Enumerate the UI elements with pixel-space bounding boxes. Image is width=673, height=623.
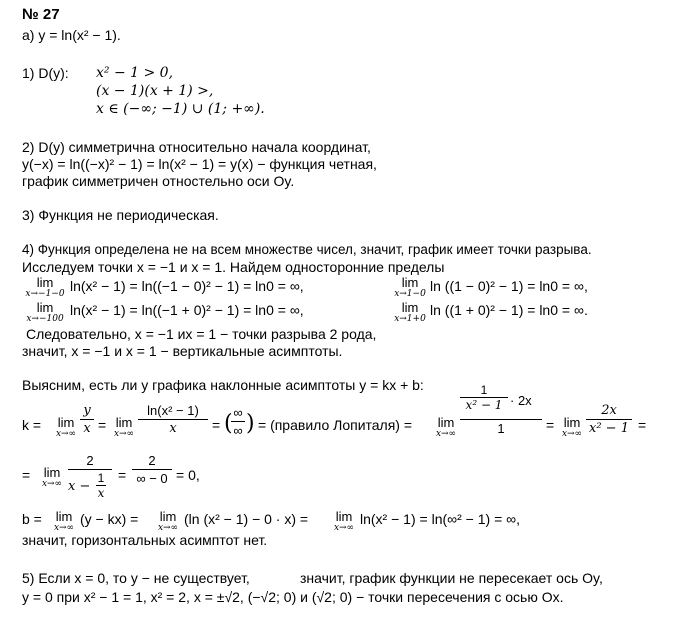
k-label: k =: [22, 417, 42, 433]
discontinuity-conclusion-2: значит, x = −1 и x = 1 − вертикальные асимптоты.: [22, 343, 343, 359]
b-limit-3-word: lim: [335, 509, 353, 524]
part-a-function: а) y = ln(x² − 1).: [22, 27, 121, 43]
limit-2-expression: ln ((1 − 0)² − 1) = ln0 = ∞,: [430, 278, 588, 294]
k-fraction-inf-over-inf: [231, 405, 245, 438]
asymptote-intro: Выясним, есть ли у графика наклонные асимптоты y = kx + b:: [22, 377, 424, 393]
k-f6-num: 2: [148, 453, 156, 468]
domain-line-3: x ∈ (−∞; −1) ∪ (1; +∞).: [96, 101, 265, 117]
limit-1-expression: ln(x² − 1) = ln((−1 − 0)² − 1) = ln0 = ∞,: [70, 278, 304, 294]
symmetry-line-1: 2) D(y) симметрична относительно начала координат,: [22, 139, 371, 155]
k-f5-den-frac-num: 1: [97, 471, 105, 485]
k-limit-2-sub: x→∞: [113, 429, 135, 439]
k-limit-5: [38, 466, 66, 489]
limit-2-subscript: x→1−0: [394, 289, 426, 299]
k-limit-5-sub: x→∞: [41, 479, 63, 489]
limit-3-subscript: x→−100: [26, 314, 64, 324]
k-f5-num: 2: [86, 453, 94, 468]
b-expression-2: (ln (x² − 1) − 0 · x) =: [184, 511, 309, 527]
k-eq-1: =: [98, 417, 107, 433]
k-f1-num: y: [83, 403, 91, 418]
discontinuity-line-1: 4) Функция определена не на всем множестве чисел, значит, график имеет точки разрыва.: [22, 242, 592, 257]
limit-1-word: lim: [36, 275, 54, 290]
k-limit-1-sub: x→∞: [55, 429, 77, 439]
k-limit-4: [558, 416, 586, 439]
limit-4-word: lim: [401, 300, 419, 315]
periodicity-statement: 3) Функция не периодическая.: [22, 207, 219, 223]
paren-close: ): [246, 411, 255, 436]
intersection-line-1a: 5) Если x = 0, то y − не существует,: [22, 570, 250, 586]
k-f3-inner-den: x² − 1: [465, 398, 503, 412]
k-fraction-2-over-inf: [132, 453, 172, 486]
b-limit-3: [330, 510, 358, 533]
k-limit-4-word: lim: [563, 415, 581, 430]
domain-label: 1) D(y):: [22, 65, 69, 81]
k-limit-1: [52, 416, 80, 439]
k-limit-2: [110, 416, 138, 439]
k-f3-times: · 2x: [510, 393, 532, 408]
k-limit-2-word: lim: [115, 415, 133, 430]
b-limit-2-word: lim: [159, 509, 177, 524]
k-eq-3: =: [546, 417, 555, 433]
k-f3-den: 1: [497, 421, 505, 436]
limit-3-operator: [22, 301, 68, 324]
asymptote-conclusion: значит, горизонтальных асимптот нет.: [22, 532, 268, 548]
k-limit-3-sub: x→∞: [435, 429, 457, 439]
lhopital-rule: = (правило Лопиталя) =: [258, 417, 413, 433]
b-expression-3: ln(x² − 1) = ln(∞² − 1) = ∞,: [360, 511, 521, 527]
intersection-line-2: y = 0 при x² − 1 = 1, x² = 2, x = ±√2, (−√2; 0) и (√2; 0) − точки пересечения с осью Ox.: [22, 589, 564, 605]
k-f5-den-frac-den: x: [97, 486, 105, 500]
k-eq-end: =: [638, 417, 647, 433]
b-limit-1-word: lim: [55, 509, 73, 524]
limit-3-expression: ln(x² − 1) = ln((−1 + 0)² − 1) = ln0 = ∞,: [70, 302, 304, 318]
b-limit-2-sub: x→∞: [157, 523, 179, 533]
limit-4-subscript: x→1+0: [394, 314, 426, 324]
limit-4-operator: [390, 301, 430, 324]
b-label: b =: [22, 511, 42, 527]
k-fraction-y-over-x: [80, 403, 94, 436]
k-limit-1-word: lim: [57, 415, 75, 430]
k-f5-denominator: [68, 471, 112, 503]
limit-1-operator: [22, 276, 68, 299]
domain-line-2: (x − 1)(x + 1) >,: [96, 83, 214, 99]
discontinuity-conclusion-1: Следовательно, x = −1 иx = 1 − точки разрыва 2 рода,: [26, 326, 377, 342]
k-fraction-derivative: [460, 384, 542, 436]
k-f3-numerator: [460, 384, 542, 418]
inf-num: ∞: [233, 405, 243, 420]
k-f2-num: ln(x² − 1): [147, 403, 199, 418]
k-f4-num: 2x: [601, 403, 617, 418]
k-f2-den: x: [169, 421, 177, 436]
k-limit-4-sub: x→∞: [561, 429, 583, 439]
k-eq-2: =: [212, 417, 221, 433]
limit-2-operator: [390, 276, 430, 299]
b-expression-1: (y − kx) =: [80, 511, 139, 527]
limit-3-word: lim: [36, 300, 54, 315]
inf-den: ∞: [233, 423, 243, 438]
paren-open: (: [224, 411, 233, 436]
k-fraction-ln-over-x: [138, 403, 208, 436]
k-f1-den: x: [83, 421, 91, 436]
limit-2-word: lim: [401, 275, 419, 290]
b-limit-1: [50, 510, 78, 533]
k-f4-den: x² − 1: [589, 421, 629, 436]
k-f5-den-a: x −: [68, 479, 91, 494]
intersection-line-1b: значит, график функции не пересекает ось Oy,: [300, 570, 603, 586]
k-fraction-2-over-x-minus: [68, 453, 112, 503]
k-f6-den: ∞ − 0: [136, 471, 168, 486]
discontinuity-line-2: Исследуем точки x = −1 и x = 1. Найдем односторонние пределы: [22, 259, 445, 275]
b-limit-2: [154, 510, 182, 533]
limit-4-expression: ln ((1 + 0)² − 1) = ln0 = ∞.: [430, 302, 588, 318]
domain-line-1: x² − 1 > 0,: [96, 65, 174, 81]
k-result: = 0,: [176, 467, 200, 483]
k-f3-inner-num: 1: [480, 383, 488, 397]
symmetry-line-2: y(−x) = ln((−x)² − 1) = ln(x² − 1) = y(x) − функция четная,: [22, 156, 377, 172]
b-limit-1-sub: x→∞: [53, 523, 75, 533]
problem-number: № 27: [22, 6, 60, 23]
k-limit-3: [432, 416, 460, 439]
k-limit-5-word: lim: [43, 465, 61, 480]
symmetry-line-3: график симметричен отностельно оси Oy.: [22, 173, 295, 189]
limit-1-subscript: x→−1−0: [25, 289, 65, 299]
k-line2-eq: =: [22, 467, 31, 483]
k-limit-3-word: lim: [437, 415, 455, 430]
k-fraction-2x: [586, 403, 632, 436]
k-eq-5: =: [118, 467, 127, 483]
b-limit-3-sub: x→∞: [333, 523, 355, 533]
